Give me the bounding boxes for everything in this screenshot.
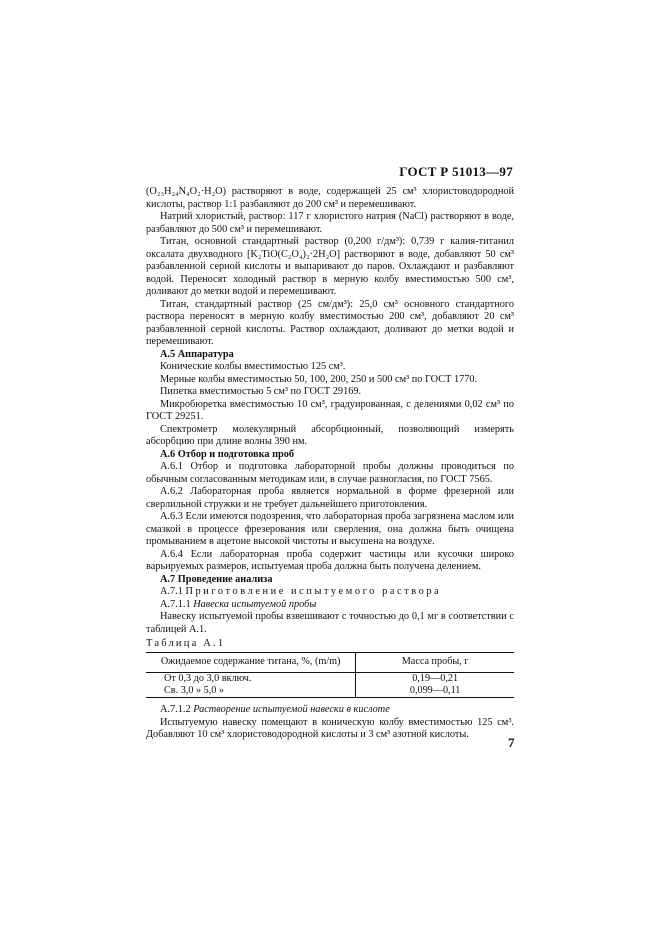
clause-title-italic: Растворение испытуемой навески в кислоте: [193, 704, 390, 715]
paragraph-microburette: Микробюретка вместимостью 10 см³, градуированная, с делениями 0,02 см³ по ГОСТ 29251.: [146, 398, 514, 422]
section-heading-a7: А.7 Проведение анализа: [160, 573, 273, 585]
table-row: [146, 673, 514, 686]
paragraph-a6-4: А.6.4 Если лабораторная проба содержит частицы или кусочки широко варьируемых размеров, испытуемая проба должна быть получена делением.: [146, 548, 514, 572]
paragraph-conical-flasks: Конические колбы вместимостью 125 см³.: [160, 361, 346, 372]
clause-title-spaced: Приготовление испытуемого раствора: [185, 586, 442, 597]
table-cell-content: Св. 3,0 » 5,0 »: [146, 685, 356, 698]
table-header-mass: Масса пробы, г: [356, 652, 514, 673]
paragraph-a7-1-2: [146, 704, 514, 717]
table-cell-mass: 0,099—0,11: [356, 685, 514, 698]
document-header: ГОСТ Р 51013—97: [399, 164, 513, 179]
table-cell-content: От 0,3 до 3,0 включ.: [146, 673, 356, 686]
paragraph-reagent-continuation: (O₂₃H₂₄N₄O₂·H₂O) растворяют в воде, содержащей 25 см³ хлористоводородной кислоты, раствор 1:1 разбавляют до 200 см³ и перемешивают.: [146, 186, 514, 210]
document-body: [146, 186, 514, 742]
paragraph-a6-1: А.6.1 Отбор и подготовка лабораторной пробы должны проводиться по обычным согласованным методикам или, в случае разногласия, по ГОСТ 7565.: [146, 461, 514, 485]
paragraph-sodium-chloride: Натрий хлористый, раствор: 117 г хлористого натрия (NaCl) растворяют в воде, разбавляют до 500 см³ и перемешивают.: [146, 211, 514, 235]
paragraph-a7-1: [146, 586, 514, 599]
table-cell-mass: 0,19—0,21: [412, 673, 459, 684]
paragraph-a6-2: А.6.2 Лабораторная проба является нормальной в форме фрезерной или сверлильной стружки и не требует дальнейшего приготовления.: [146, 486, 514, 510]
paragraph-volumetric-flasks: Мерные колбы вместимостью 50, 100, 200, 250 и 500 см³ по ГОСТ 1770.: [160, 373, 478, 385]
paragraph-weighing: Навеску испытуемой пробы взвешивают с точностью до 0,1 мг в соответствии с таблицей А.1.: [146, 611, 514, 635]
table-row: [146, 685, 514, 698]
paragraph-titanium-stock: Титан, основной стандартный раствор (0,200 г/дм³): 0,739 г калия-титанил оксалата двухводного [K₂TiO(C₂O₄)₂·2H₂O] растворяют в воде, добавляют 50 см³ разбавленной серной кислоты и выпаривают до паров. Охлаждают и разбавляют водой. Переносят холодный раствор в мерную колбу вместимостью 500 см³, доливают до метки водой и перемешивают.: [146, 236, 514, 297]
clause-number: А.7.1: [160, 586, 183, 597]
table-header-content: Ожидаемое содержание титана, %, (m/m): [146, 652, 356, 673]
paragraph-a7-1-1: [146, 599, 514, 612]
paragraph-spectrometer: Спектрометр молекулярный абсорбционный, позволяющий измерять абсорбцию при длине волны 390 нм.: [146, 423, 514, 447]
table-a1: [146, 652, 514, 699]
paragraph-acid-dissolution: Испытуемую навеску помещают в коническую колбу вместимостью 125 см³. Добавляют 10 см³ хлористоводородной кислоты и 3 см³ азотной кислоты.: [146, 716, 514, 740]
table-caption: Таблица А.1: [146, 638, 226, 649]
clause-number: А.7.1.2: [160, 704, 191, 715]
clause-number: А.7.1.1: [160, 598, 191, 610]
clause-title-italic: Навеска испытуемой пробы: [193, 598, 317, 610]
section-heading-a6: А.6 Отбор и подготовка проб: [160, 448, 295, 460]
section-heading-a5: А.5 Аппаратура: [160, 348, 234, 360]
paragraph-a6-3: А.6.3 Если имеются подозрения, что лабораторная проба загрязнена маслом или смазкой в процессе фрезерования или сверления, она должна быть очищена промыванием в ацетоне высокой чистоты и высушена на воздухе.: [146, 511, 514, 547]
page-number: 7: [508, 735, 515, 750]
paragraph-pipette: Пипетка вместимостью 5 см³ по ГОСТ 29169.: [160, 386, 362, 397]
paragraph-titanium-standard: Титан, стандартный раствор (25 см/дм³): 25,0 см³ основного стандартного раствора переносят в мерную колбу вместимостью 200 см³, добавляют 20 см³ разбавленной серной кислоты. Раствор охлаждают, доливают до метки водой и перемешивают.: [146, 298, 514, 347]
